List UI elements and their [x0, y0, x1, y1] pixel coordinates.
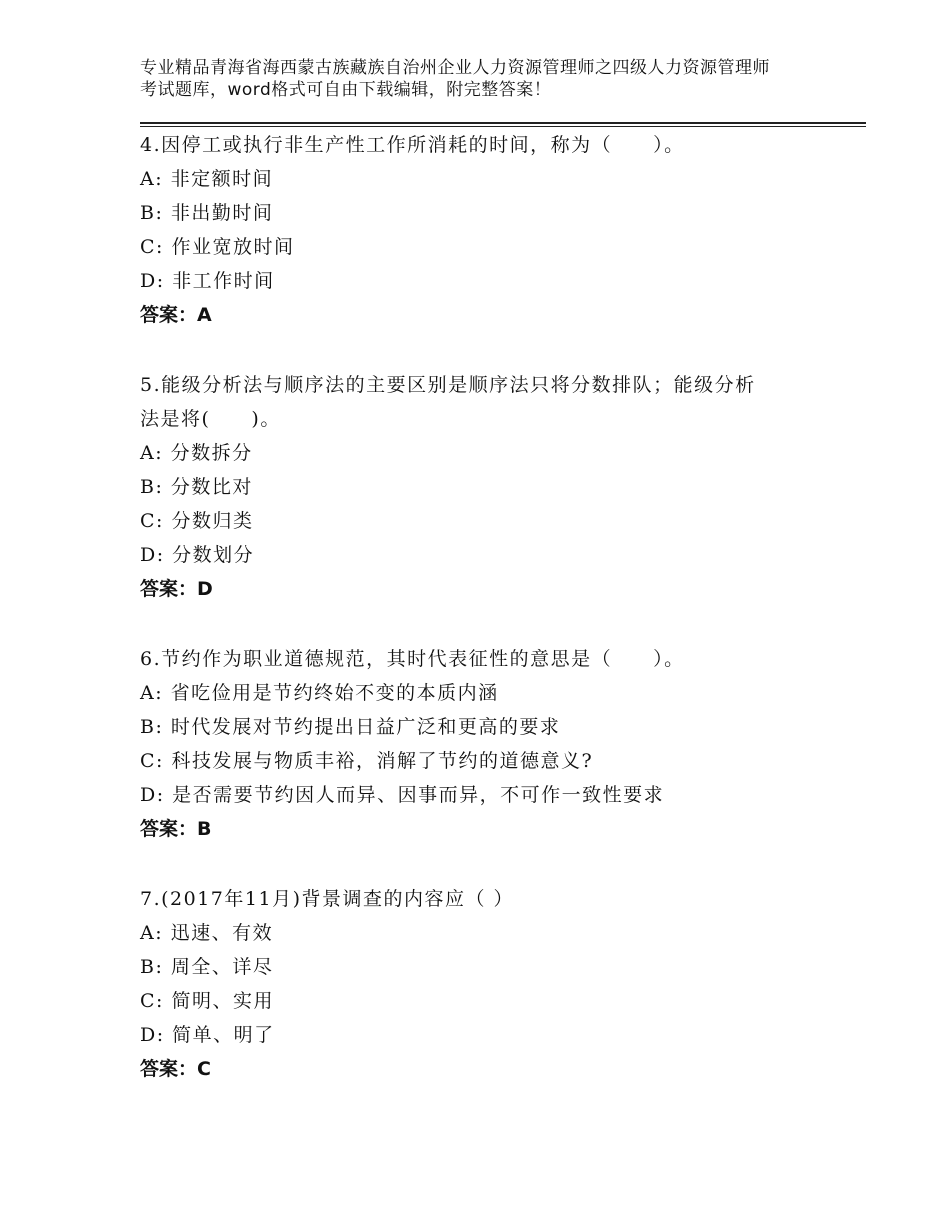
question-stem-continued: 法是将( )。 — [140, 408, 281, 430]
answer-label: 答案：B — [140, 818, 212, 840]
option-b: B: 非出勤时间 — [140, 202, 274, 224]
header-rule-thin — [140, 126, 866, 127]
option-c: C: 简明、实用 — [140, 990, 274, 1012]
option-b: B: 周全、详尽 — [140, 956, 274, 978]
option-d: D: 是否需要节约因人而异、因事而异，不可作一致性要求 — [140, 784, 665, 806]
option-d: D: 非工作时间 — [140, 270, 275, 292]
option-c: C: 科技发展与物质丰裕，消解了节约的道德意义? — [140, 750, 594, 772]
question-stem: 7.(2017年11月)背景调查的内容应（ ） — [140, 888, 515, 910]
question-7 — [140, 882, 840, 1086]
question-stem: 4.因停工或执行非生产性工作所消耗的时间，称为（ ）。 — [140, 134, 685, 156]
option-d: D: 简单、明了 — [140, 1024, 275, 1046]
header-line-1: 专业精品青海省海西蒙古族藏族自治州企业人力资源管理师之四级人力资源管理师 — [140, 58, 770, 78]
document-header — [140, 57, 830, 101]
option-d: D: 分数划分 — [140, 544, 255, 566]
question-5 — [140, 368, 840, 606]
option-a: A: 非定额时间 — [140, 168, 274, 190]
option-c: C: 作业宽放时间 — [140, 236, 295, 258]
question-stem: 5.能级分析法与顺序法的主要区别是顺序法只将分数排队；能级分析 — [140, 374, 756, 396]
header-line-2: 考试题库，word格式可自由下载编辑，附完整答案！ — [140, 80, 552, 100]
answer-label: 答案：A — [140, 304, 212, 326]
option-a: A: 省吃俭用是节约终始不变的本质内涵 — [140, 682, 499, 704]
option-a: A: 迅速、有效 — [140, 922, 274, 944]
option-b: B: 时代发展对节约提出日益广泛和更高的要求 — [140, 716, 561, 738]
question-list — [140, 128, 840, 1086]
answer-label: 答案：D — [140, 578, 213, 600]
question-6 — [140, 642, 840, 846]
option-b: B: 分数比对 — [140, 476, 253, 498]
question-4 — [140, 128, 840, 332]
header-rule-thick — [140, 122, 866, 124]
option-c: C: 分数归类 — [140, 510, 254, 532]
option-a: A: 分数拆分 — [140, 442, 253, 464]
answer-label: 答案：C — [140, 1058, 211, 1080]
question-stem: 6.节约作为职业道德规范，其时代表征性的意思是（ ）。 — [140, 648, 685, 670]
